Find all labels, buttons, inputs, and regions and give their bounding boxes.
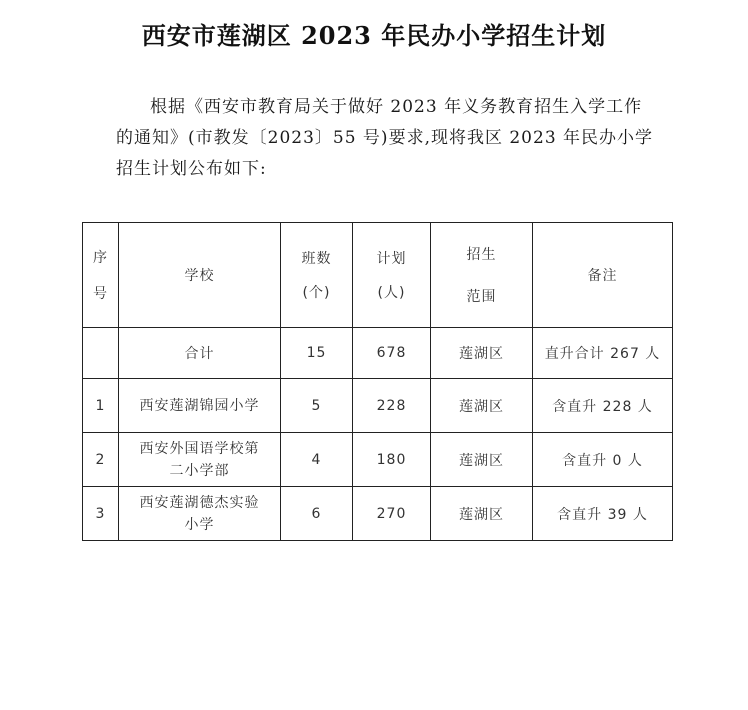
row-seq: 2	[83, 433, 119, 487]
row-plan: 270	[353, 487, 431, 541]
row-classes: 4	[281, 433, 353, 487]
row-plan: 180	[353, 433, 431, 487]
total-plan: 678	[353, 328, 431, 379]
table-header-row	[83, 223, 673, 328]
total-classes: 15	[281, 328, 353, 379]
row-notes: 含直升 39 人	[533, 487, 673, 541]
row-plan: 228	[353, 379, 431, 433]
row-school: 西安莲湖德杰实验 小学	[119, 487, 281, 541]
row-seq: 1	[83, 379, 119, 433]
total-row	[83, 328, 673, 379]
table-row	[83, 487, 673, 541]
row-seq: 3	[83, 487, 119, 541]
row-range: 莲湖区	[431, 379, 533, 433]
table-row	[83, 379, 673, 433]
intro-paragraph	[116, 92, 656, 185]
table-row	[83, 433, 673, 487]
row-school: 西安外国语学校第 二小学部	[119, 433, 281, 487]
row-range: 莲湖区	[431, 433, 533, 487]
intro-text: 根据《西安市教育局关于做好 2023 年义务教育招生入学工作的通知》(市教发〔2023〕55 号)要求,现将我区 2023 年民办小学招生计划公布如下:	[116, 97, 654, 179]
header-range: 招生 范围	[431, 223, 533, 328]
header-classes: 班数 (个)	[281, 223, 353, 328]
header-plan: 计划 (人)	[353, 223, 431, 328]
row-notes: 含直升 228 人	[533, 379, 673, 433]
header-seq: 序 号	[83, 223, 119, 328]
enrollment-plan-table	[82, 222, 673, 541]
total-notes: 直升合计 267 人	[533, 328, 673, 379]
total-label: 合计	[119, 328, 281, 379]
header-school: 学校	[119, 223, 281, 328]
total-seq	[83, 328, 119, 379]
document-title: 西安市莲湖区 2023 年民办小学招生计划	[141, 21, 607, 50]
row-notes: 含直升 0 人	[533, 433, 673, 487]
row-classes: 5	[281, 379, 353, 433]
row-range: 莲湖区	[431, 487, 533, 541]
row-classes: 6	[281, 487, 353, 541]
row-school: 西安莲湖锦园小学	[119, 379, 281, 433]
header-notes: 备注	[533, 223, 673, 328]
total-range: 莲湖区	[431, 328, 533, 379]
